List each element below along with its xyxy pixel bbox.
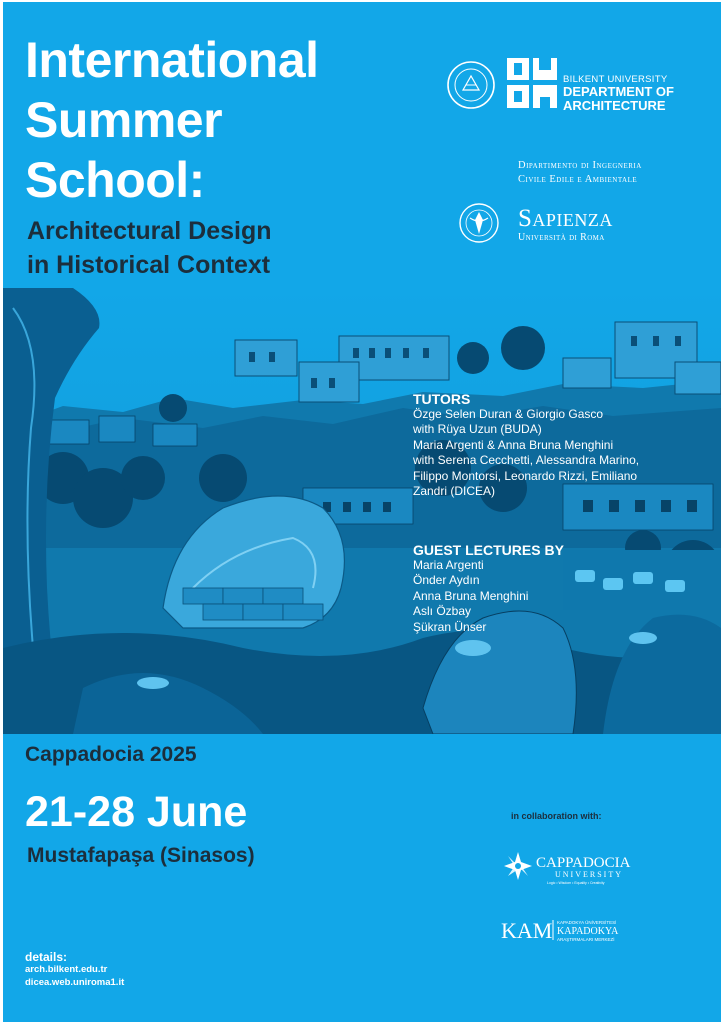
tutor-line: Zandri (DICEA) <box>413 484 496 499</box>
event-venue: Mustafapaşa (Sinasos) <box>27 844 255 867</box>
guest-lectures-heading: GUEST LECTURES BY <box>413 542 564 558</box>
guest-lectures-section <box>413 543 564 635</box>
cappadocia-landscape-photo <box>3 288 721 734</box>
guest-lecturer: Maria Argenti <box>413 558 484 572</box>
bilkent-department-logo-text: BILKENT UNIVERSITY DEPARTMENT OF ARCHITECTURE <box>563 74 674 113</box>
kam-logo <box>499 914 639 944</box>
poster-title: International Summer School: <box>25 32 319 208</box>
guest-lecturer: Anna Bruna Menghini <box>413 588 529 603</box>
details-block <box>25 950 124 989</box>
collaboration-label: in collaboration with: <box>511 811 602 821</box>
tutors-heading: TUTORS <box>413 391 471 407</box>
guest-lecturer: Aslı Özbay <box>413 604 472 619</box>
bilkent-seal-logo <box>446 60 496 110</box>
cappadocia-tagline: Logic • Wisdom • Equality • Creativity <box>547 881 605 885</box>
details-url-sapienza[interactable]: dicea.web.uniroma1.it <box>25 976 125 988</box>
guest-lecturer: Önder Aydın <box>413 573 480 588</box>
cappadocia-name: CAPPADOCIA <box>536 855 631 871</box>
poster-subtitle: Architectural Design in Historical Context <box>27 217 272 279</box>
kam-line1: KAPADOKYA ÜNİVERSİTESİ <box>557 920 617 925</box>
sapienza-logo-text: Sapienza Università di Roma <box>518 205 613 243</box>
sapienza-seal-logo <box>458 200 500 246</box>
cappadocia-university-logo <box>499 850 639 886</box>
tutor-line: with Serena Cecchetti, Alessandra Marino, <box>413 453 640 468</box>
guest-lecturer: Şükran Ünser <box>413 619 487 634</box>
kam-line2: KAPADOKYA <box>557 926 619 937</box>
tutor-line: Maria Argenti & Anna Bruna Menghini <box>413 437 614 452</box>
details-heading: details: <box>25 950 68 964</box>
tutor-line: Filippo Montorsi, Leonardo Rizzi, Emiliano <box>413 468 638 483</box>
details-url-bilkent[interactable]: arch.bilkent.edu.tr <box>25 964 108 975</box>
dicea-logo-text: Dipartimento di Ingegneria Civile Edile e Ambientale <box>518 160 642 185</box>
buda-logo-mark <box>506 57 558 109</box>
poster <box>3 2 721 1022</box>
kam-line3: ARAŞTIRMALARI MERKEZİ <box>557 937 615 942</box>
event-dates: 21-28 June <box>25 788 248 836</box>
tutor-line: with Rüya Uzun (BUDA) <box>413 422 542 437</box>
cappadocia-sub: UNIVERSITY <box>555 870 623 879</box>
kam-abbr: KAM <box>501 918 553 943</box>
tutor-line: Özge Selen Duran & Giorgio Gasco <box>413 407 604 421</box>
tutors-section <box>413 392 639 499</box>
event-city-year: Cappadocia 2025 <box>25 743 197 766</box>
